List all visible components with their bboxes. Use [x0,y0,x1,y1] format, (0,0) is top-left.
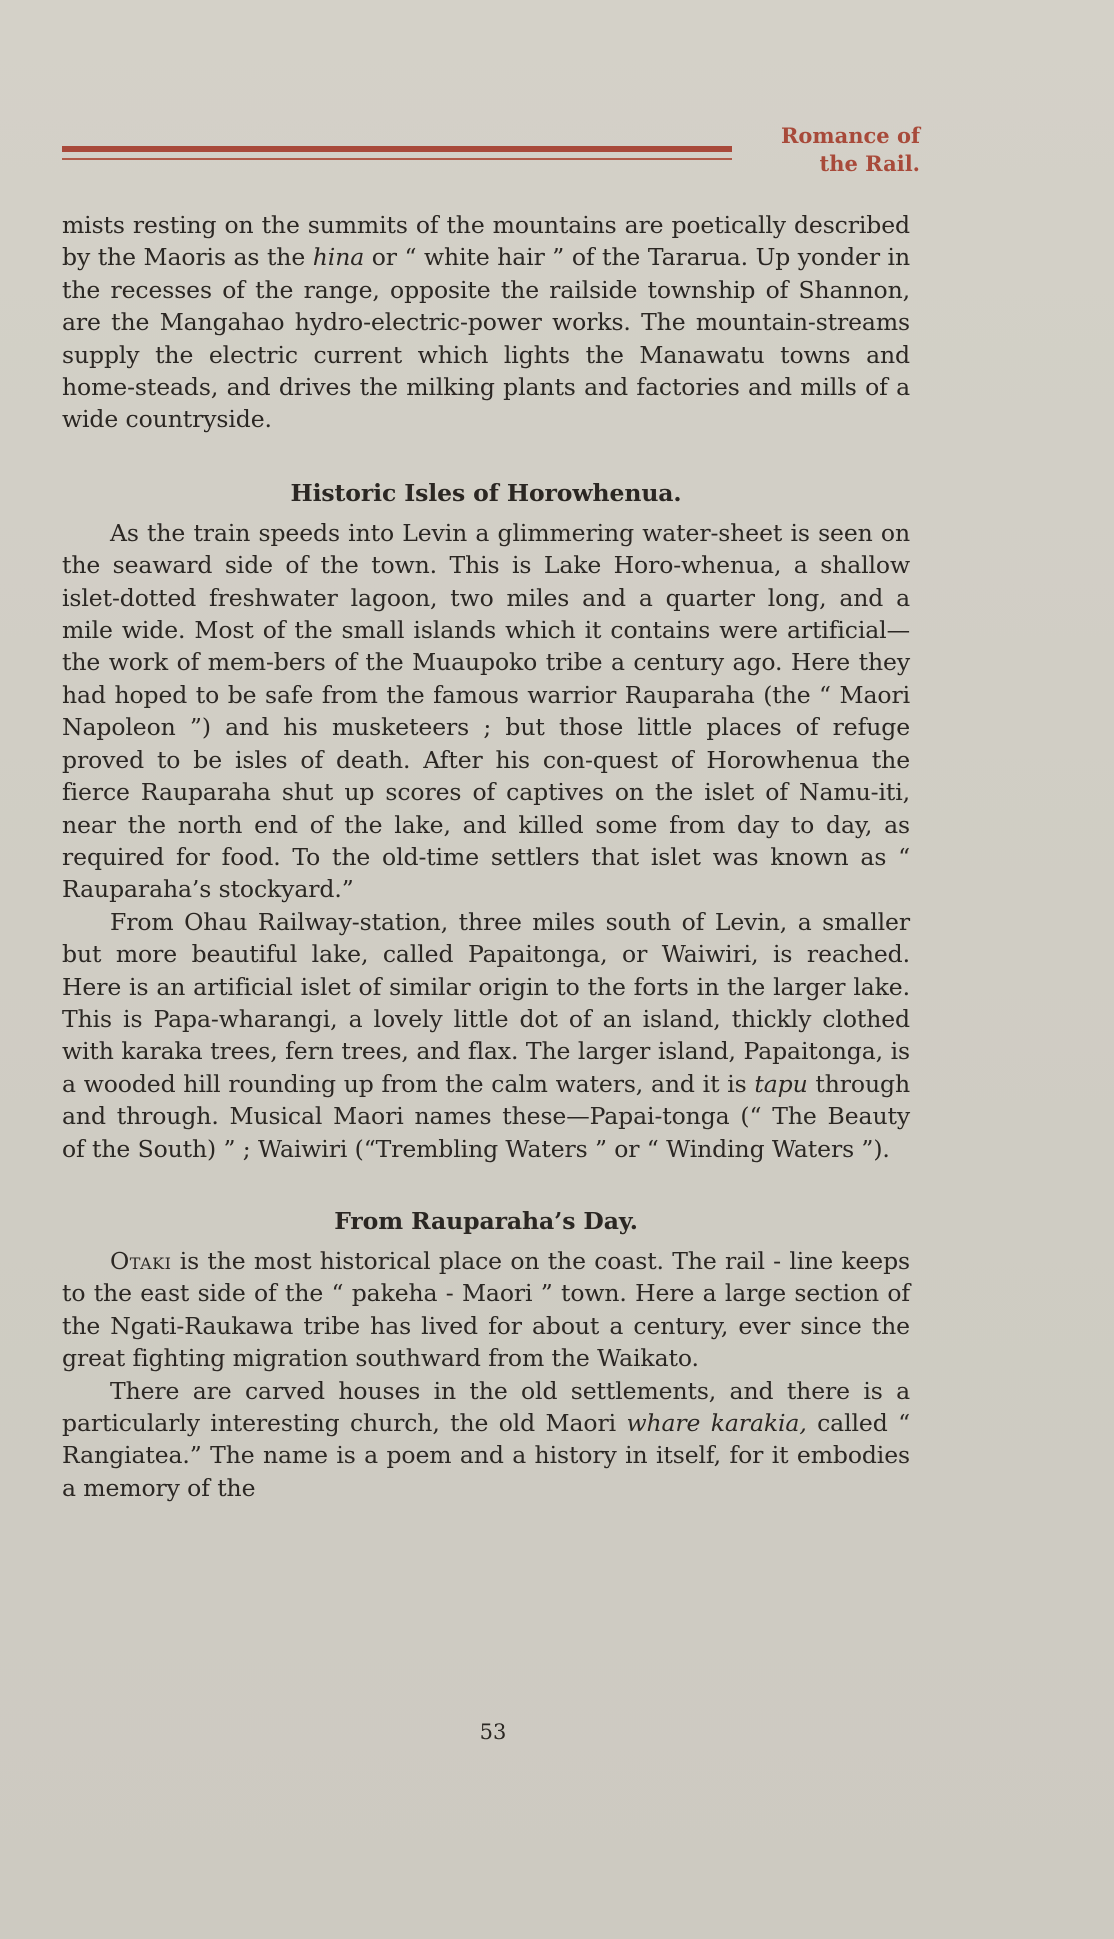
horowhenua-p2-text-rest: through and through. Musical Maori names these—Papai-tonga (“ The Beauty of the South) ” ; Waiwiri (“Trembling Waters ” or “ Winding Waters ”). [62,1069,910,1163]
section-heading-horowhenua: Historic Isles of Horowhenua. [290,478,682,507]
opening-text-rest: or “ white hair ” of the Tararua. Up yonder in the recesses of the range, opposite the railside township of Shannon, are the Mangahao hydro-electric-power works. The mountain-streams supply the electric current which lights the Manawatu towns and home-steads, and drives the milking plants and factories and mills of a wide countryside. [62,243,910,434]
header-rule-thin [62,158,732,160]
horowhenua-p2-text: From Ohau Railway-station, three miles south of Levin, a smaller but more beautiful lake, called Papaitonga, or Waiwiri, is reached. Here is an artificial islet of similar origin to the forts in the larger lake. This is Papa-wharangi, a lovely little dot of an island, thickly clothed with karaka trees, fern trees, and flax. The larger island, Papaitonga, is a wooded hill rounding up from the calm waters, and it is [62,907,910,1098]
section-heading-rauparaha: From Rauparaha’s Day. [334,1206,638,1235]
header-rule-thick [62,146,732,152]
running-title-line1: Romance of [780,123,920,148]
opening-text: mists resting on the summits of the mountains are poetically described by the Maoris as the [62,211,910,272]
rauparaha-paragraph-2 [62,1375,910,1505]
rauparaha-p2-text-rest: called “ Rangiatea.” The name is a poem and a history in itself, for it embodies a memory of the [62,1409,910,1502]
horowhenua-paragraph-1: As the train speeds into Levin a glimmering water-sheet is seen on the seaward side of the town. This is Lake Horo-whenua, a shallow islet-dotted freshwater lagoon, two miles and a quarter long, and a mile wide. Most of the small islands which it contains were artificial—the work of mem-bers of the Muaupoko tribe a century ago. Here they had hoped to be safe from the famous warrior Rauparaha (the “ Maori Napoleon ”) and his musketeers ; but those little places of refuge proved to be isles of death. After his con-quest of Horowhenua the fierce Rauparaha shut up scores of captives on the islet of Namu-iti, near the north end of the lake, and killed some from day to day, as required for food. To the old-time settlers that islet was known as “ Rauparaha’s stockyard.” [62,518,910,904]
horowhenua-p2-italic-tapu: tapu [754,1069,808,1098]
rauparaha-p1-text: is the most historical place on the coast. The rail - line keeps to the east side of the “ pakeha - Maori ” town. Here a large section of the Ngati-Raukawa tribe has lived for about a century, ever since the great fighting migration southward from the Waikato. [62,1246,910,1373]
running-title-line2: the Rail. [819,151,920,176]
page-number: 53 [479,1720,507,1744]
rauparaha-p2-italic-whare: whare karakia, [626,1409,807,1437]
running-title [750,122,920,178]
running-head [62,122,920,182]
rauparaha-p1-lead: Otaki [110,1246,172,1275]
opening-paragraph [62,209,910,436]
body-text [62,209,910,1504]
opening-italic-hina: hina [312,243,365,272]
horowhenua-paragraph-2 [62,906,910,1165]
rauparaha-p2-text: There are carved houses in the old settlements, and there is a particularly interesting church, the old Maori [62,1376,910,1437]
rauparaha-paragraph-1 [62,1245,910,1375]
